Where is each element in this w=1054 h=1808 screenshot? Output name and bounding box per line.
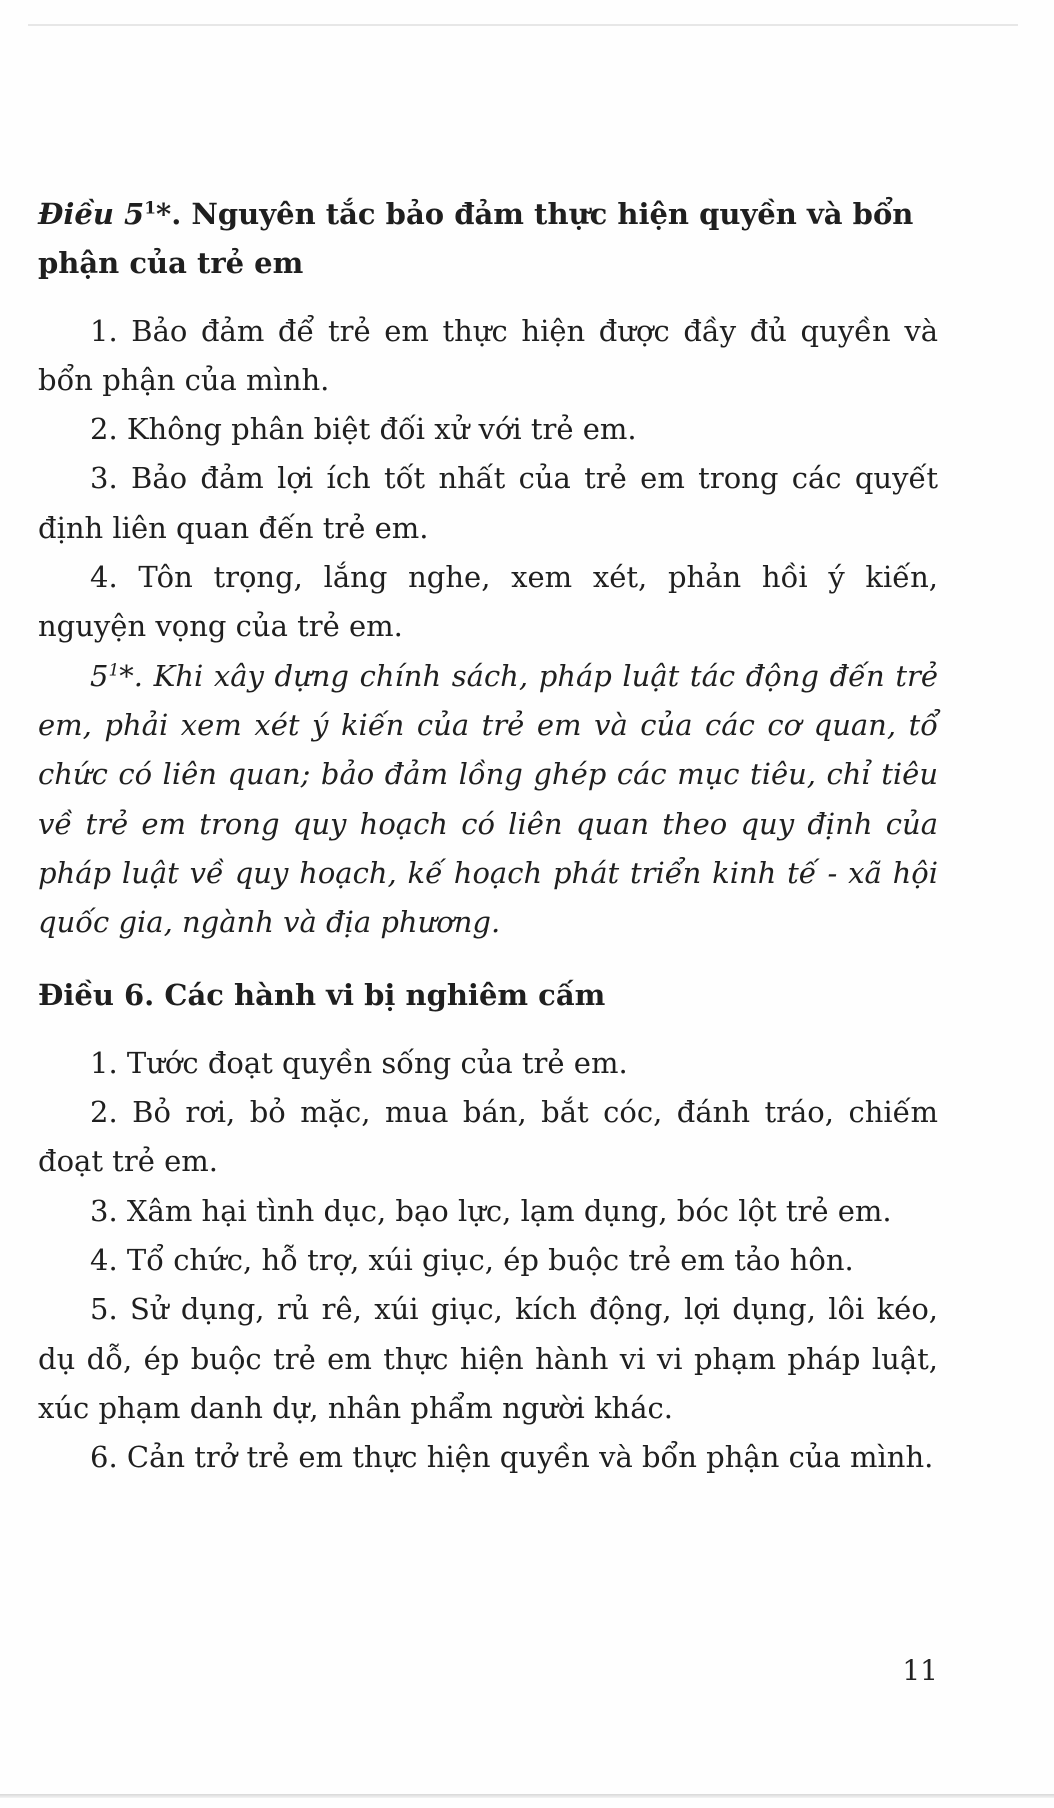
article-6-heading: Điều 6. Các hành vi bị nghiêm cấm (38, 978, 606, 1013)
article-5-superscript: 1 (144, 198, 157, 219)
amendment-text: *. Khi xây dựng chính sách, pháp luật tác động đến trẻ em, phải xem xét ý kiến của trẻ em và của các cơ quan, tổ chức có liên quan; bảo đảm lồng ghép các mục tiêu, chỉ tiêu về trẻ em trong quy hoạch có liên quan theo quy định của pháp luật về quy hoạch, kế hoạch phát triển kinh tế - xã hội quốc gia, ngành và địa phương. (38, 658, 938, 940)
article-5-item-4: 4. Tôn trọng, lắng nghe, xem xét, phản hồi ý kiến, nguyện vọng của trẻ em. (38, 560, 938, 644)
bottom-page-edge (0, 1794, 1054, 1798)
amendment-number: 5 (90, 658, 109, 693)
article-5-amendment (38, 652, 938, 948)
article-6-item-1: 1. Tước đoạt quyền sống của trẻ em. (90, 1045, 628, 1080)
article-5-item-2: 2. Không phân biệt đối xử với trẻ em. (90, 412, 637, 447)
article-5-item-3: 3. Bảo đảm lợi ích tốt nhất của trẻ em trong các quyết định liên quan đến trẻ em. (38, 461, 938, 545)
article-5-star: * (156, 197, 172, 231)
article-5-label: Điều 5 (38, 197, 145, 231)
page-content (38, 190, 938, 1482)
amendment-superscript: 1 (108, 660, 120, 681)
article-6-item-4: 4. Tổ chức, hỗ trợ, xúi giục, ép buộc trẻ em tảo hôn. (90, 1242, 854, 1277)
top-page-edge (28, 24, 1018, 26)
section-spacer (38, 947, 938, 971)
article-5-item-1: 1. Bảo đảm để trẻ em thực hiện được đầy đủ quyền và bổn phận của mình. (38, 313, 938, 397)
article-6-item-5: 5. Sử dụng, rủ rê, xúi giục, kích động, lợi dụng, lôi kéo, dụ dỗ, ép buộc trẻ em thực hiện hành vi vi phạm pháp luật, xúc phạm danh dự, nhân phẩm người khác. (38, 1292, 938, 1425)
article-5-heading (38, 190, 938, 289)
article-6-item-2: 2. Bỏ rơi, bỏ mặc, mua bán, bắt cóc, đánh tráo, chiếm đoạt trẻ em. (38, 1095, 938, 1179)
article-6-item-6: 6. Cản trở trẻ em thực hiện quyền và bổn phận của mình. (90, 1440, 934, 1475)
page-number: 11 (902, 1654, 938, 1687)
article-5-title: . Nguyên tắc bảo đảm thực hiện quyền và bổn phận của trẻ em (38, 197, 914, 281)
article-6-item-3: 3. Xâm hại tình dục, bạo lực, lạm dụng, bóc lột trẻ em. (90, 1193, 892, 1228)
